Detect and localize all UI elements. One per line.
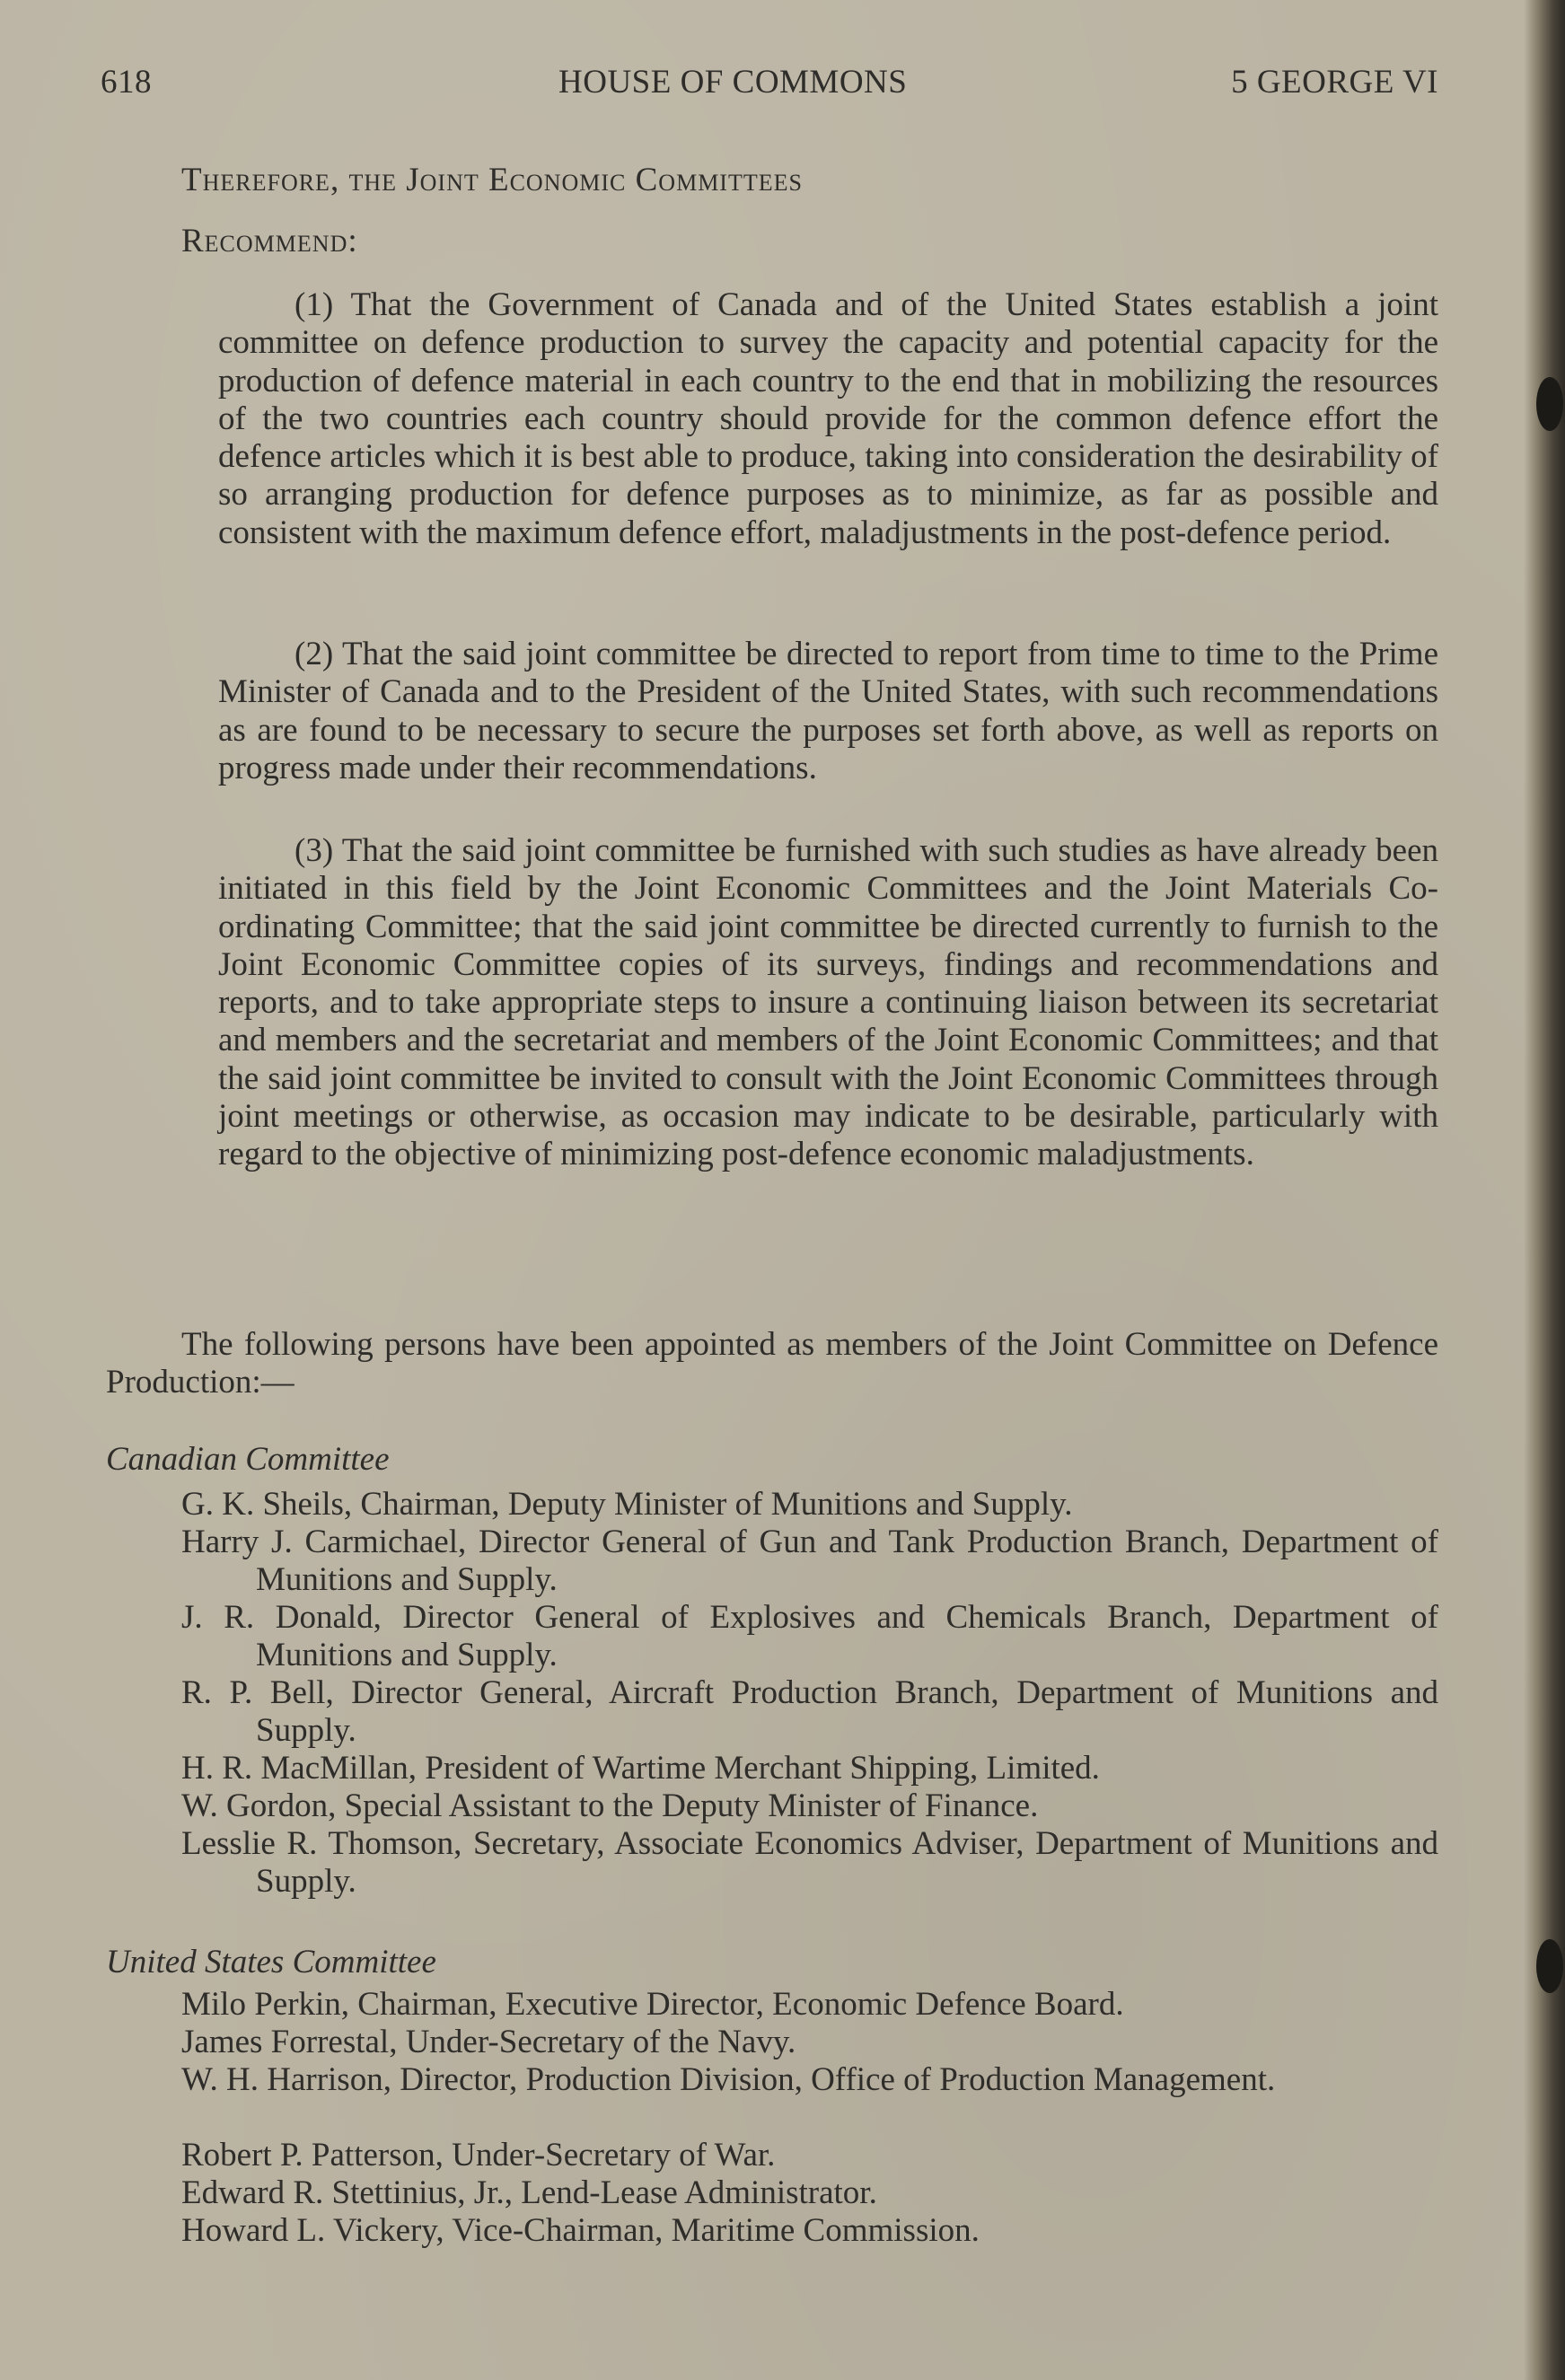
canadian-member: Harry J. Carmichael, Director General of Gun and Tank Production Branch, Department of Munitions and Supply. xyxy=(181,1524,1438,1598)
recommend-line: Recommend: xyxy=(181,223,358,259)
binding-hole xyxy=(1536,377,1563,431)
recommendation-2: (2) That the said joint committee be directed to report from time to time to the Prime Minister of Canada and to the President of the United States, with such recommendations as are found to be necessary to secure the purposes set forth above, as well as reports on progress made under their recommendations. xyxy=(218,636,1438,786)
us-committee-heading: United States Committee xyxy=(106,1944,436,1980)
recommendation-3: (3) That the said joint committee be furnished with such studies as have already been initiated in this field by the Joint Economic Committees and the Joint Materials Co-ordinating Committee; that the said joint committee be directed currently to furnish to the Joint Economic Committee copies of its surveys, findings and recommendations and reports, and to take appropriate steps to insure a continuing liaison between its secretariat and members and the secretariat and members of the Joint Economic Committees; and that the said joint committee be invited to consult with the Joint Economic Committees through joint meetings or otherwise, as occasion may indicate to be desirable, particularly with regard to the objective of minimizing post-defence economic maladjustments. xyxy=(218,832,1438,1173)
binding-hole xyxy=(1536,1939,1563,1993)
us-member: James Forrestal, Under-Secretary of the Navy. xyxy=(181,2024,796,2060)
canadian-member: G. K. Sheils, Chairman, Deputy Minister of Munitions and Supply. xyxy=(181,1486,1073,1523)
us-member: Howard L. Vickery, Vice-Chairman, Maritime Commission. xyxy=(181,2212,980,2249)
canadian-member: R. P. Bell, Director General, Aircraft Production Branch, Department of Munitions and Supply. xyxy=(181,1674,1438,1749)
appointment-paragraph: The following persons have been appointed as members of the Joint Committee on Defence Production:— xyxy=(106,1326,1438,1401)
canadian-member: Lesslie R. Thomson, Secretary, Associate Economics Adviser, Department of Munitions and Supply. xyxy=(181,1825,1438,1900)
canadian-member: J. R. Donald, Director General of Explosives and Chemicals Branch, Department of Munitions and Supply. xyxy=(181,1599,1438,1673)
recommendation-1: (1) That the Government of Canada and of the United States establish a joint committee on defence production to survey the capacity and potential capacity for the production of defence material in each country to the end that in mobilizing the resources of the two countries each country should provide for the common defence effort the defence articles which it is best able to produce, taking into consideration the desirability of so arranging production for defence purposes as to minimize, as far as possible and consistent with the maximum defence effort, maladjustments in the post-defence period. xyxy=(218,286,1438,551)
us-member: Milo Perkin, Chairman, Executive Director, Economic Defence Board. xyxy=(181,1986,1124,2023)
us-member: Edward R. Stettinius, Jr., Lend-Lease Administrator. xyxy=(181,2174,877,2211)
publication-title: HOUSE OF COMMONS xyxy=(558,64,908,101)
canadian-committee-heading: Canadian Committee xyxy=(106,1441,390,1478)
canadian-member: W. Gordon, Special Assistant to the Deputy Minister of Finance. xyxy=(181,1787,1039,1824)
page-number: 618 xyxy=(101,64,152,101)
running-header xyxy=(101,63,1438,108)
page-binding-edge xyxy=(1524,0,1565,2380)
session-label: 5 GEORGE VI xyxy=(1231,64,1438,101)
canadian-member: H. R. MacMillan, President of Wartime Merchant Shipping, Limited. xyxy=(181,1750,1100,1787)
us-member: Robert P. Patterson, Under-Secretary of War. xyxy=(181,2137,776,2174)
us-member: W. H. Harrison, Director, Production Division, Office of Production Management. xyxy=(181,2061,1276,2098)
therefore-line: Therefore, the Joint Economic Committees xyxy=(181,162,803,198)
